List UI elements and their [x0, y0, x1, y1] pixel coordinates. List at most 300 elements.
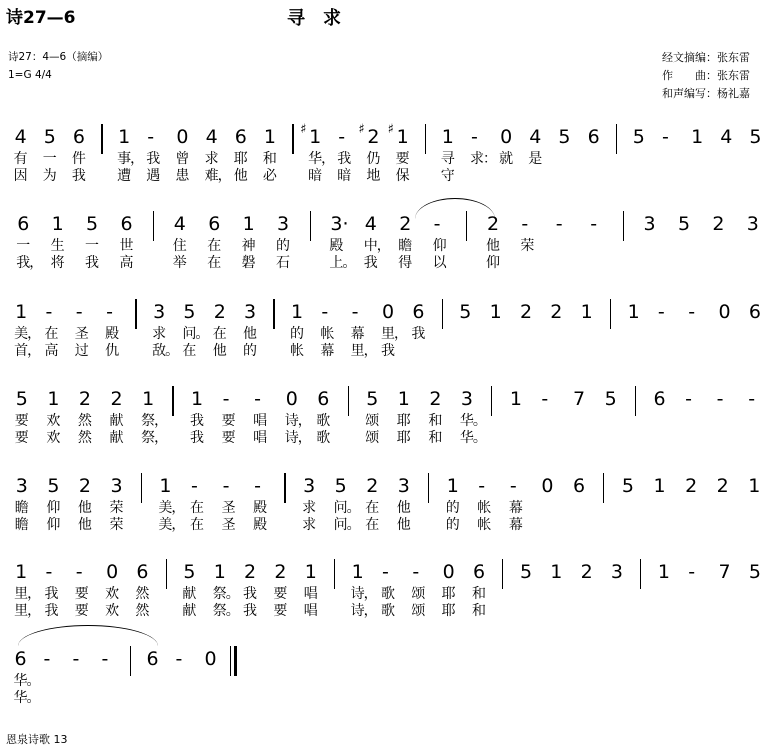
note: -: [382, 561, 389, 583]
note: -: [509, 475, 517, 497]
note: -: [45, 561, 53, 583]
lyric-syllable: 我: [85, 255, 100, 271]
note: -: [555, 213, 563, 235]
lyric-punctuation: ，: [27, 343, 42, 359]
lyric-punctuation: 。: [26, 673, 41, 689]
note: 2: [367, 126, 380, 148]
note: 6: [748, 301, 761, 323]
key-time-signature: 1=G 4/4: [8, 69, 52, 81]
barline: [425, 124, 426, 154]
note: 5: [677, 213, 691, 235]
tie-arc: [415, 198, 495, 219]
lyric-punctuation: 。: [195, 326, 210, 342]
lyric-punctuation: ，: [27, 586, 42, 602]
lyric-punctuation: ，: [297, 413, 312, 429]
lyric-syllable: 和: [471, 603, 486, 619]
lyric-syllable: 求: [469, 151, 484, 167]
lyric-punctuation: ，: [154, 413, 169, 429]
note: 3: [397, 475, 410, 497]
credit-harmony: 和声编写：杨礼嘉: [662, 87, 750, 100]
note: 2: [519, 301, 533, 323]
lyric-syllable: 唱: [303, 603, 318, 619]
note: -: [191, 475, 198, 497]
note: -: [72, 648, 80, 670]
note: -: [478, 475, 486, 497]
lyric-syllable: 以: [432, 255, 447, 271]
lyric-syllable: 殿: [253, 500, 268, 516]
note: 2: [685, 475, 698, 497]
note: -: [222, 388, 230, 410]
lyric-syllable: 要: [395, 151, 410, 167]
lyric-syllable: 里: [14, 603, 29, 619]
lyric-punctuation: ，: [27, 603, 42, 619]
note: 1: [263, 126, 276, 148]
lyric-syllable: 要: [14, 430, 29, 446]
lyric-syllable: 献: [109, 430, 124, 446]
lyric-syllable: 我: [44, 603, 59, 619]
lyric-syllable: 我: [337, 151, 352, 167]
lyric-syllable: 举: [172, 255, 187, 271]
note: -: [75, 561, 83, 583]
note: 0: [541, 475, 554, 497]
note: -: [43, 648, 51, 670]
lyric-syllable: 献: [109, 413, 124, 429]
note: 3: [460, 388, 474, 410]
lyric-syllable: 要: [221, 413, 236, 429]
lyric-syllable: 在: [212, 326, 227, 342]
barline: [348, 386, 349, 416]
lyric-syllable: 帐: [320, 326, 335, 342]
lyric-syllable: 圣: [74, 326, 89, 342]
lyric-syllable: 曾: [175, 151, 190, 167]
note: 1: [118, 126, 131, 148]
lyric-syllable: 瞻: [398, 238, 413, 254]
note: -: [590, 213, 598, 235]
note: 5: [183, 301, 196, 323]
note: 1: [550, 561, 563, 583]
lyric-syllable: 高: [119, 255, 134, 271]
lyric-syllable: 我: [16, 255, 31, 271]
lyric-syllable: 献: [182, 603, 197, 619]
note: 2: [429, 388, 442, 410]
lyric-syllable: 事: [117, 151, 132, 167]
note: 0: [500, 126, 513, 148]
lyric-punctuation: 。: [225, 603, 240, 619]
note: 3·: [330, 213, 349, 235]
note: 3: [153, 301, 166, 323]
note: 2: [716, 475, 729, 497]
note: 2: [712, 213, 725, 235]
note: 5: [47, 475, 60, 497]
note: -: [338, 126, 346, 148]
note: -: [101, 648, 109, 670]
lyric-syllable: 必: [262, 168, 277, 184]
lyric-syllable: 圣: [221, 517, 236, 533]
lyric-syllable: 在: [207, 238, 222, 254]
lyric-syllable: 我: [243, 603, 258, 619]
note: 3: [110, 475, 123, 497]
lyric-punctuation: ，: [27, 326, 42, 342]
note: 5: [15, 388, 28, 410]
lyric-syllable: 我: [190, 430, 204, 446]
lyric-syllable: 耶: [441, 586, 456, 602]
lyric-punctuation: 。: [346, 500, 361, 516]
lyric-punctuation: 。: [346, 517, 361, 533]
lyric-syllable: 耶: [233, 151, 248, 167]
note: 5: [43, 126, 56, 148]
note: 1: [627, 301, 640, 323]
lyric-punctuation: ，: [217, 168, 232, 184]
lyric-punctuation: ，: [394, 326, 408, 342]
note: 6: [120, 213, 133, 235]
note: 1: [51, 213, 64, 235]
note: -: [222, 475, 230, 497]
lyric-syllable: 患: [175, 168, 190, 184]
lyric-syllable: 中: [363, 238, 378, 254]
lyric-syllable: 颂: [411, 586, 426, 602]
note: 5: [519, 561, 533, 583]
lyric-punctuation: ，: [154, 430, 169, 446]
note: -: [254, 475, 261, 497]
note: 1: [580, 301, 593, 323]
tie-arc: [18, 625, 158, 646]
note: 4: [720, 126, 733, 148]
lyric-syllable: 华: [308, 151, 323, 167]
note: -: [685, 388, 692, 410]
note: 5: [749, 126, 762, 148]
lyric-syllable: 欢: [105, 586, 120, 602]
lyric-syllable: 然: [77, 413, 92, 429]
lyric-syllable: 诗: [350, 603, 365, 619]
lyric-syllable: 里: [14, 586, 29, 602]
lyric-syllable: 高: [44, 343, 59, 359]
lyric-syllable: 他: [396, 500, 411, 516]
note: 6: [136, 561, 149, 583]
note: 5: [748, 561, 761, 583]
barline: [273, 299, 274, 329]
note: 1: [748, 475, 761, 497]
note: 2: [399, 213, 412, 235]
lyric-syllable: 幕: [508, 500, 523, 516]
note: 3: [746, 213, 759, 235]
barline: [153, 211, 154, 241]
lyric-syllable: 幕: [320, 343, 335, 359]
lyric-punctuation: 。: [342, 255, 357, 271]
lyric-syllable: 石: [276, 255, 291, 271]
note: 5: [183, 561, 196, 583]
note: 1: [657, 561, 670, 583]
note: 4: [14, 126, 27, 148]
note: 7: [573, 388, 586, 410]
lyric-syllable: 华: [459, 430, 474, 446]
lyric-syllable: 荣: [109, 517, 124, 533]
note: -: [716, 388, 724, 410]
lyric-syllable: 求: [302, 500, 317, 516]
note: 4: [173, 213, 186, 235]
note: 4: [529, 126, 542, 148]
lyric-syllable: 我: [411, 326, 426, 342]
credit-scripture-editor: 经文摘编：张东雷: [662, 51, 750, 64]
barline: [135, 299, 136, 329]
lyric-syllable: 神: [241, 238, 256, 254]
lyric-syllable: 生: [50, 238, 65, 254]
lyric-syllable: 歌: [316, 430, 331, 446]
lyric-syllable: 他: [233, 168, 248, 184]
lyric-syllable: 仇: [105, 343, 120, 359]
lyric-punctuation: 。: [26, 690, 41, 706]
note: 5: [459, 301, 472, 323]
lyric-syllable: 帐: [477, 517, 492, 533]
footer-songbook: 恩泉诗歌 13: [6, 733, 68, 746]
lyric-syllable: 和: [428, 430, 443, 446]
note: 5: [604, 388, 617, 410]
note: 0: [718, 301, 731, 323]
note: 1: [15, 561, 28, 583]
lyric-syllable: 的: [445, 517, 460, 533]
credit-composer: 作 曲：张东雷: [662, 69, 750, 82]
lyric-syllable: 诗: [350, 586, 365, 602]
note: 2: [486, 213, 500, 235]
note: 1: [15, 301, 28, 323]
note: 2: [78, 388, 92, 410]
lyric-syllable: 美: [14, 326, 29, 342]
lyric-syllable: 他: [212, 343, 227, 359]
note: 1: [191, 388, 204, 410]
note: 6: [317, 388, 330, 410]
note: 5: [621, 475, 635, 497]
note: -: [321, 301, 329, 323]
barline: [442, 299, 443, 329]
note: 7: [718, 561, 731, 583]
lyric-syllable: 和: [471, 586, 486, 602]
lyric-syllable: 为: [42, 168, 57, 184]
lyric-syllable: 然: [77, 430, 92, 446]
note: 6: [412, 301, 425, 323]
note: 4: [364, 213, 377, 235]
barline: [172, 386, 173, 416]
note: 1: [489, 301, 502, 323]
note: -: [75, 301, 83, 323]
barline: [491, 386, 492, 416]
barline: [334, 559, 335, 589]
lyric-punctuation: ，: [363, 603, 378, 619]
note: 2: [244, 561, 257, 583]
note: 3: [277, 213, 290, 235]
lyric-syllable: 要: [74, 586, 89, 602]
lyric-syllable: 问: [333, 500, 348, 516]
note: -: [688, 561, 696, 583]
lyric-syllable: 瞻: [14, 500, 29, 516]
lyric-syllable: 歌: [316, 413, 331, 429]
barline: [141, 473, 142, 503]
lyric-punctuation: ，: [376, 238, 391, 254]
lyric-syllable: 祭: [141, 430, 156, 446]
note: 1: [351, 561, 364, 583]
barline: [130, 646, 131, 676]
note: 4: [205, 126, 218, 148]
lyric-syllable: 的: [243, 343, 258, 359]
note: 2: [78, 475, 92, 497]
barline: [610, 299, 611, 329]
lyric-syllable: 问: [333, 517, 348, 533]
lyric-punctuation: ，: [297, 430, 312, 446]
lyric-syllable: 遇: [146, 168, 161, 184]
lyric-syllable: 里: [381, 326, 395, 342]
lyric-syllable: 然: [135, 586, 150, 602]
lyric-punctuation: 。: [472, 430, 487, 446]
lyric-syllable: 暗: [337, 168, 352, 184]
lyric-syllable: 保: [395, 168, 410, 184]
lyric-syllable: 仰: [432, 238, 447, 254]
lyric-syllable: 圣: [221, 500, 236, 516]
note: -: [470, 126, 478, 148]
note: 6: [587, 126, 600, 148]
barline: [166, 559, 167, 589]
lyric-syllable: 因: [13, 168, 28, 184]
note: 2: [366, 475, 379, 497]
lyric-punctuation: ，: [321, 151, 336, 167]
note: -: [175, 648, 183, 670]
lyric-syllable: 过: [74, 343, 89, 359]
lyric-syllable: 仍: [366, 151, 381, 167]
lyric-syllable: 献: [182, 586, 197, 602]
lyric-syllable: 殿: [253, 517, 268, 533]
sharp-sign: ♯: [358, 122, 365, 137]
lyric-syllable: 在: [190, 517, 204, 533]
note: -: [521, 213, 529, 235]
note: 2: [213, 301, 226, 323]
note: 3: [610, 561, 623, 583]
lyric-syllable: 他: [243, 326, 258, 342]
lyric-syllable: 祭: [212, 603, 227, 619]
lyric-syllable: 瞻: [14, 517, 29, 533]
scripture-source: 诗27：4—6（摘编）: [8, 51, 109, 63]
note: 5: [558, 126, 571, 148]
note: 0: [106, 561, 119, 583]
note: -: [45, 301, 53, 323]
lyric-syllable: 问: [182, 326, 197, 342]
lyric-syllable: 幕: [508, 517, 523, 533]
lyric-syllable: 歌: [381, 586, 395, 602]
lyric-syllable: 上: [329, 255, 344, 271]
lyric-syllable: 我: [71, 168, 86, 184]
note: 5: [632, 126, 645, 148]
lyric-syllable: 帐: [477, 500, 492, 516]
lyric-syllable: 祭: [141, 413, 156, 429]
lyric-syllable: 在: [365, 517, 380, 533]
note: -: [351, 301, 359, 323]
barline: [101, 124, 102, 154]
note: 2: [580, 561, 593, 583]
note: 1: [47, 388, 60, 410]
lyric-syllable: 在: [44, 326, 59, 342]
note: 5: [334, 475, 347, 497]
note: 3: [15, 475, 28, 497]
lyric-punctuation: ，: [130, 151, 145, 167]
lyric-syllable: 然: [135, 603, 150, 619]
sharp-sign: ♯: [387, 122, 394, 137]
note: 1: [396, 126, 409, 148]
lyric-syllable: 殿: [105, 326, 120, 342]
song-title: 寻 求: [287, 8, 341, 29]
lyric-syllable: 唱: [253, 430, 268, 446]
lyric-syllable: 里: [350, 343, 365, 359]
note: 6: [472, 561, 486, 583]
lyric-syllable: 耶: [441, 603, 456, 619]
lyric-syllable: 求: [152, 326, 167, 342]
note: 3: [244, 301, 257, 323]
lyric-syllable: 地: [366, 168, 381, 184]
lyric-syllable: 欢: [46, 430, 61, 446]
lyric-syllable: 我: [381, 343, 395, 359]
lyric-syllable: 我: [363, 255, 378, 271]
lyric-syllable: 磐: [241, 255, 256, 271]
note: 1: [441, 126, 454, 148]
lyric-syllable: 得: [398, 255, 413, 271]
lyric-syllable: 他: [396, 517, 411, 533]
lyric-syllable: 欢: [105, 603, 120, 619]
lyric-syllable: 诗: [284, 413, 299, 429]
note: -: [661, 126, 669, 148]
note: 6: [653, 388, 666, 410]
final-barline: [230, 646, 232, 676]
lyric-syllable: 住: [172, 238, 187, 254]
lyric-syllable: 殿: [329, 238, 344, 254]
note: -: [657, 301, 665, 323]
lyric-syllable: 美: [158, 517, 173, 533]
note: 1: [509, 388, 522, 410]
lyric-syllable: 敌: [152, 343, 167, 359]
lyric-syllable: 要: [273, 603, 288, 619]
lyric-syllable: 首: [14, 343, 29, 359]
lyric-syllable: 他: [77, 517, 92, 533]
lyric-syllable: 华: [13, 673, 28, 689]
lyric-syllable: 一: [85, 238, 100, 254]
lyric-punctuation: 。: [165, 343, 180, 359]
lyric-syllable: 颂: [365, 430, 380, 446]
lyric-syllable: 华: [459, 413, 474, 429]
note: 2: [274, 561, 287, 583]
lyric-syllable: 荣: [520, 238, 535, 254]
lyric-syllable: 要: [74, 603, 89, 619]
barline: [428, 473, 429, 503]
lyric-punctuation: 。: [225, 586, 240, 602]
lyric-syllable: 暗: [308, 168, 323, 184]
lyric-syllable: 美: [158, 500, 173, 516]
lyric-syllable: 我: [146, 151, 161, 167]
note: -: [541, 388, 549, 410]
lyric-syllable: 耶: [396, 413, 411, 429]
note: 3: [303, 475, 316, 497]
lyric-syllable: 将: [50, 255, 65, 271]
note: 0: [382, 301, 395, 323]
lyric-syllable: 和: [262, 151, 277, 167]
barline: [635, 386, 636, 416]
note: 6: [72, 126, 85, 148]
lyric-syllable: 我: [190, 413, 204, 429]
lyric-syllable: 唱: [253, 413, 268, 429]
barline: [623, 211, 624, 241]
note: -: [748, 388, 756, 410]
note: 6: [234, 126, 247, 148]
note: 1: [397, 388, 410, 410]
note: 6: [146, 648, 159, 670]
lyric-syllable: 要: [221, 430, 236, 446]
barline: [502, 559, 503, 589]
note: 1: [159, 475, 172, 497]
note: 6: [208, 213, 221, 235]
lyric-syllable: 我: [243, 586, 258, 602]
